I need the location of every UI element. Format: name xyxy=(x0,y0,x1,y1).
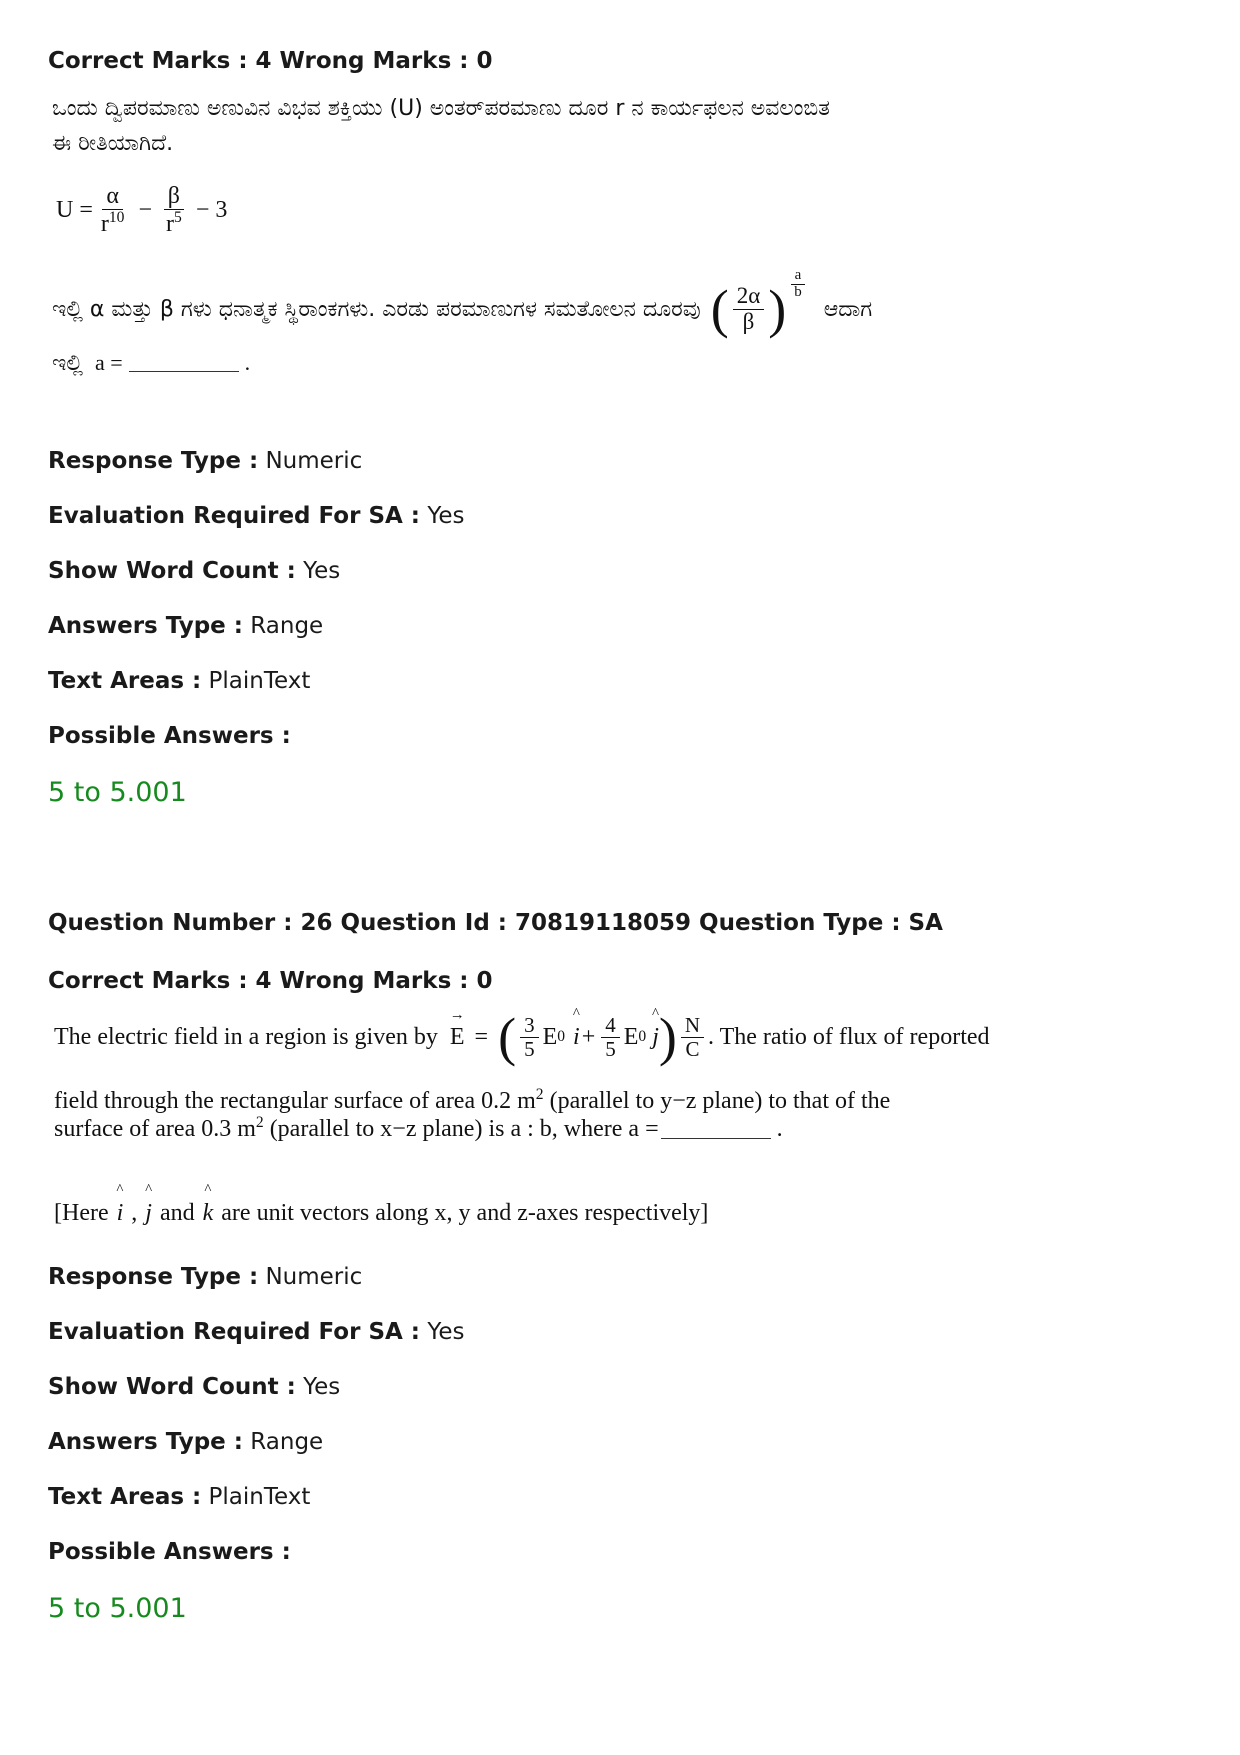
field-possible-answers: Possible Answers : xyxy=(48,723,291,749)
variable-a: a = xyxy=(94,350,123,375)
period: . xyxy=(244,350,251,375)
question-header: Question Number : 26 Question Id : 70819118059 Question Type : SA xyxy=(48,910,943,936)
minus-sign: − xyxy=(138,197,153,224)
question-image-kannada xyxy=(48,96,948,416)
note-text: [Here xyxy=(54,1200,109,1226)
fraction-denominator: 5 xyxy=(605,1036,616,1061)
unit-numerator: N xyxy=(681,1014,704,1037)
answer-blank-line xyxy=(52,350,250,376)
symbol-E0: E xyxy=(623,1023,639,1050)
possible-answer-value: 5 to 5.001 xyxy=(48,1593,187,1624)
question-text: surface of area 0.3 m xyxy=(54,1116,256,1142)
comma: , xyxy=(131,1200,138,1226)
vector-E: → E xyxy=(450,1024,465,1051)
fraction-numerator: α xyxy=(102,184,123,210)
equals-sign: = xyxy=(474,1023,489,1050)
exponent: 10 xyxy=(108,209,125,227)
fraction-numerator: 4 xyxy=(601,1014,620,1037)
question-text-word: ಆದಾಗ xyxy=(823,296,873,322)
exponent-numerator: a xyxy=(791,268,806,285)
field-possible-answers: Possible Answers : xyxy=(48,1539,291,1565)
fraction-denominator: 5 xyxy=(524,1036,535,1061)
fraction-denominator: r xyxy=(166,211,175,238)
fraction-denominator: r xyxy=(100,211,109,238)
answer-blank xyxy=(129,371,239,372)
fraction-numerator: β xyxy=(164,184,184,210)
unit-vector-i: ^ i xyxy=(573,1024,580,1051)
question-image-electric-field xyxy=(48,1007,990,1240)
question-text: (parallel to x−z plane) is a : b, where a = xyxy=(263,1116,659,1142)
question-line-1: The electric field in a region is given by → E = ( $\frac{3}{5}$ E 0 ^ i + $\frac{4}{5}$ E 0 ^ j ) $\frac{N}{C}$ . The ratio of flux of reported xyxy=(54,1010,990,1064)
subscript: 0 xyxy=(557,1028,566,1045)
equation-potential xyxy=(56,184,227,237)
marks-line: Correct Marks : 4 Wrong Marks : 0 xyxy=(48,48,493,74)
question-text-line: ಒಂದು ದ್ವಿಪರಮಾಣು ಅಣುವಿನ ವಿಭವ ಶಕ್ತಿಯು (U) ಅಂತರ್‌ಪರಮಾಣು ದೂರ r ನ ಕಾರ್ಯಫಲನ ಅವಲಂಬಿತ xyxy=(52,96,830,121)
question-text: The electric field in a region is given by xyxy=(54,1023,438,1050)
period: . xyxy=(776,1116,783,1142)
note-text: are unit vectors along x, y and z-axes respectively] xyxy=(221,1200,709,1226)
question-text-word: ಇಲ್ಲಿ xyxy=(52,351,83,376)
equilibrium-line: ಇಲ್ಲಿ α ಮತ್ತು β ಗಳು ಧನಾತ್ಮಕ ಸ್ಥಿರಾಂಕಗಳು. ಎರಡು ಪರಮಾಣುಗಳ ಸಮತೋಲನ ದೂರವು ( $\frac{2\alpha}{\beta}$ ) $\frac{a}{b}$ ಆದಾಗ xyxy=(52,267,873,339)
field-evaluation-required: Evaluation Required For SA : Yes xyxy=(48,1319,465,1345)
superscript: 2 xyxy=(535,1086,544,1103)
answer-blank xyxy=(661,1138,771,1139)
field-answers-type: Answers Type : Range xyxy=(48,613,324,639)
question-text-line: ಇಲ್ಲಿ α ಮತ್ತು β ಗಳು ಧನಾತ್ಮಕ ಸ್ಥಿರಾಂಕಗಳು. ಎರಡು ಪರಮಾಣುಗಳ ಸಮತೋಲನ ದೂರವು xyxy=(52,296,701,322)
metadata-fields xyxy=(48,446,1188,810)
question-text: . The ratio of flux of reported xyxy=(708,1023,990,1050)
question-text: field through the rectangular surface of area 0.2 m xyxy=(54,1088,536,1114)
note-text: and xyxy=(159,1200,195,1226)
unit-vector-i: ^ i xyxy=(117,1200,124,1227)
subscript: 0 xyxy=(638,1028,647,1045)
question-text: (parallel to y−z plane) to that of the xyxy=(543,1088,891,1114)
question-line-3 xyxy=(54,1114,783,1143)
fraction-numerator: 2α xyxy=(733,284,765,309)
question-line-2 xyxy=(54,1086,890,1115)
possible-answer-value: 5 to 5.001 xyxy=(48,777,187,808)
equation-lhs: U = xyxy=(56,197,93,224)
question-note xyxy=(54,1200,708,1227)
field-evaluation-required: Evaluation Required For SA : Yes xyxy=(48,503,465,529)
unit-denominator: C xyxy=(685,1036,700,1061)
superscript: 2 xyxy=(255,1114,264,1131)
fraction-numerator: 3 xyxy=(520,1014,539,1037)
exponent: 5 xyxy=(174,209,182,227)
field-response-type: Response Type : Numeric xyxy=(48,448,363,474)
plus-sign: + xyxy=(581,1023,596,1050)
field-text-areas: Text Areas : PlainText xyxy=(48,1484,311,1510)
field-show-word-count: Show Word Count : Yes xyxy=(48,1374,341,1400)
field-text-areas: Text Areas : PlainText xyxy=(48,668,311,694)
unit-vector-k: ^ k xyxy=(203,1200,214,1227)
symbol-E0: E xyxy=(542,1023,558,1050)
marks-line: Correct Marks : 4 Wrong Marks : 0 xyxy=(48,968,493,994)
exponent-denominator: b xyxy=(794,283,802,300)
metadata-fields xyxy=(48,1262,1188,1626)
question-text-line: ಈ ರೀತಿಯಾಗಿದೆ. xyxy=(52,131,174,156)
field-response-type: Response Type : Numeric xyxy=(48,1264,363,1290)
field-answers-type: Answers Type : Range xyxy=(48,1429,324,1455)
field-show-word-count: Show Word Count : Yes xyxy=(48,558,341,584)
unit-vector-j: ^ j xyxy=(145,1200,152,1227)
constant-term: − 3 xyxy=(195,197,228,224)
unit-vector-j: ^ j xyxy=(652,1024,659,1051)
fraction-denominator: β xyxy=(742,308,755,334)
